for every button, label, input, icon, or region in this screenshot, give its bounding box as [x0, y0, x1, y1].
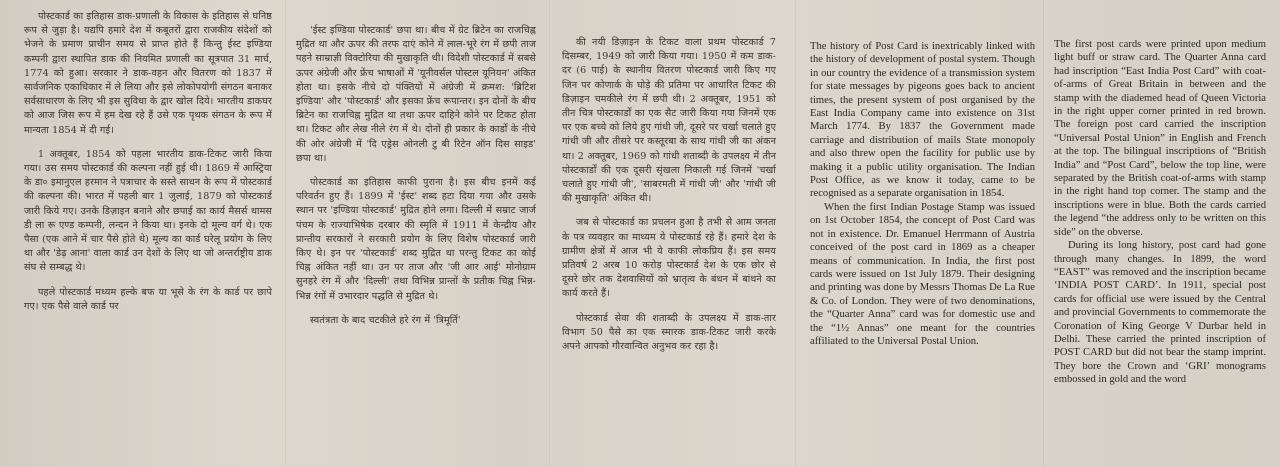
- paragraph: 'ईस्ट इण्डिया पोस्टकार्ड' छपा था। बीच में ग्रेट ब्रिटेन का राजचिह्न मुद्रित था और ऊपर की तरफ दाएं कोने में लाल-भूरे रंग में छपी ताज पहने साम्राज्ञी विक्टोरिया की मुखाकृति थी। विदेशी पोस्टकार्ड में सबसे ऊपर अंग्रेजी और फ्रेंच भाषाओं में 'यूनीवर्सल पोस्टल यूनियन' अंकित होता था। इसके नीचे दो पंक्तियों में अंग्रेजी में क्रमश: 'ब्रिटिश इण्डिया' और 'पोस्टकार्ड' और इसका फ्रेंच रूपान्तर। इन दोनों के बीच ब्रिटेन का राजचिह्न मुद्रित था तथा ऊपर दाहिने कोने पर टिकट होता था। टिकट और लेख नीले रंग में थे। दोनों ही प्रकार के कार्डों के नीचे की ओर अंग्रेजी में 'दि एड्रेस ओनली टु बी रिटेन ऑन दिस साइड' छपा था।: [296, 25, 536, 164]
- paragraph: पोस्टकार्ड का इतिहास काफी पुराना है। इस बीच इनमें कई परिवर्तन हुए हैं। 1899 में 'ईस्ट' शब्द हटा दिया गया और उसके स्थान पर 'इण्डिया पोस्टकार्ड' मुद्रित होने लगा। दिल्ली में सम्राट जार्ज पंचम के राज्याभिषेक दरबार की स्मृति में 1911 में केन्द्रीय और प्रान्तीय सरकारों ने सरकारी प्रयोग के लिए विशेष पोस्टकार्ड जारी किए थे। इन पर 'पोस्टकार्ड' शब्द मुद्रित था परन्तु टिकट का कोई चिह्न अंकित नहीं था। उन पर ताज और 'जी आर आई' मोनोग्राम सुनहरे रंग में और 'दिल्ली' तथा विभिन्न प्रान्तों के प्रतीक चिह्न भिन्न-भिन्न रंगों में उभारदार पद्धति से मुद्रित थे।: [296, 177, 536, 302]
- paragraph: पोस्टकार्ड का इतिहास डाक-प्रणाली के विकास के इतिहास से घनिष्ठ रूप से जुड़ा है। यद्यपि हमारे देश में कबूतरों द्वारा राजकीय संदेशों को भेजने के प्रमाण प्राचीन समय से प्राप्त होते हैं किन्तु ईस्ट इण्डिया कम्पनी द्वारा स्थापित डाक की नियमित प्रणाली का सूत्रपात 31 मार्च, 1774 को हुआ। सरकार ने डाक-वहन और वितरण को 1837 में सार्वजनिक एकाधिकार में ले लिया और इसे लोकोपयोगी संगठन बनाकर सर्वसाधारण के लिए भी इस सुविधा के द्वार खोल दिये। भारतीय डाकघर को आज जिस रूप में हम देख रहे हैं उसे एक पृथक संगठन के रूप में मान्यता 1854 में दी गई।: [24, 11, 272, 136]
- paragraph: The history of Post Card is inextricably linked with the history of development of postal system. Though in our country the evidence of a transmission system for state messages by pigeons goes back to ancient times, the present system of post organised by the East India Company came into existence on 31st March 1774. By 1837 the Government made carriage and distribution of mails State monopoly and also threw open the facility for public use by making it a public utility organisation. The Indian Post Office, as we know it today, came to be recognised as a separate organisation in 1854.: [810, 41, 1035, 200]
- fold-line: [549, 0, 551, 467]
- fold-line: [1043, 0, 1045, 467]
- fold-line: [285, 0, 287, 467]
- english-column-1: [810, 0, 1035, 467]
- hindi-column-3: [562, 0, 776, 467]
- paragraph: The first post cards were printed upon medium light buff or straw card. The Quarter Anna card had inscription “East India Post Card” with coat-of-arms of Great Britain in between and the stamp with the diademed head of Queen Victoria in the right upper corner printed in red brown. The foreign post card carried the inscription “Universal Postal Union” in English and French at the top. The bilingual inscriptions of “British India” and “Post Card”, below the top line, were separated by the British coat-of-arms with stamp in the right hand top corner. The stamp and the inscriptions were in blue. Both the cards carried the legend “the address only to be written on this side” on the obverse.: [1054, 39, 1266, 238]
- paragraph: की नयी डिज़ाइन के टिकट वाला प्रथम पोस्टकार्ड 7 दिसम्बर, 1949 को जारी किया गया। 1950 में कम डाक-दर (6 पाई) के स्थानीय वितरण पोस्टकार्ड जारी किए गए जिन पर कोणार्क के घोड़े की प्रतिमा पर आधारित टिकट की डिज़ाइन चमकीले रंग में छपी थी। 2 अक्तूबर, 1951 को तीन चित्र पोस्टकार्डों का एक सैट जारी किया गया जिनमें एक पर एक बच्चे को लिये हुए गांधी जी, दूसरे पर चर्खा चलाते हुए गांधी जी और तीसरे पर कस्तूरबा के साथ गांधी जी का अंकन था। 2 अक्तूबर, 1969 को गांधी शताब्दी के उपलक्ष्य में तीन पोस्टकार्डों की एक दूसरी सृंखला निकाली गई जिनमें 'चर्खा चलाते हुए गांधी जी', 'साबरमती में गांधी जी' और 'गांधी जी की मुखाकृति' अंकित थी।: [562, 37, 776, 205]
- paragraph: जब से पोस्टकार्ड का प्रचलन हुआ है तभी से आम जनता के पत्र व्यवहार का माध्यम ये पोस्टकार्ड रहे हैं। हमारे देश के ग्रामीण क्षेत्रों में आज भी ये काफी लोकप्रिय हैं। इस समय प्रतिवर्ष 2 अरब 10 करोड़ पोस्टकार्ड देश के एक छोर से दूसरे छोर तक देशवासियों को भ्रातृत्व के बंधन में बांधने का कार्य करते हैं।: [562, 217, 776, 300]
- hindi-column-1: [24, 0, 272, 467]
- english-column-2: [1054, 0, 1266, 467]
- paragraph: स्वतंत्रता के बाद चटकीले हरे रंग में 'त्रिमूर्ति': [310, 314, 461, 326]
- paragraph: During its long history, post card had gone through many changes. In 1899, the word “EAST” was removed and the inscription became ‘INDIA POST CARD’. In 1911, special post cards for official use were issued by the Central and provincial Governments to commemorate the Coronation of King George V Durbar held in Delhi. These carried the printed inscription of POST CARD but did not bear the stamp imprint. They bore the Crown and ‘GRI’ monograms embossed in gold and the word: [1054, 240, 1266, 386]
- paragraph: पहले पोस्टकार्ड मध्यम हल्के बफ या भूसे के रंग के कार्ड पर छापे गए। एक पैसे वाले कार्ड पर: [24, 286, 272, 312]
- paragraph: When the first Indian Postage Stamp was issued on 1st October 1854, the concept of Post Card was not in existence. Dr. Emanuel Herrmann of Austria conceived of the post card in 1869 as a cheaper means of communication. In India, the first post cards were issued on 1st July 1879. Their designing and printing was done by Messrs Thomas De La Rue & Co. of London. They were of two denominations, the “Quarter Anna” card was for domestic use and the “1½ Annas” one meant for the countries affiliated to the Universal Postal Union.: [810, 201, 1035, 347]
- fold-line: [795, 0, 797, 467]
- paragraph: 1 अक्तूबर, 1854 को पहला भारतीय डाक-टिकट जारी किया गया। उस समय पोस्टकार्ड की कल्पना नहीं हुई थी। 1869 में आस्ट्रिया के डा० इमानुएल हरमान ने पत्राचार के सस्ते साधन के रूप में पोस्टकार्ड की कल्पना की। भारत में पहली बार 1 जुलाई, 1879 को पोस्टकार्ड जारी किये गए। उनके डिज़ाइन बनाने और छपाई का कार्य मैसर्स थामस डी ला रू एण्ड कम्पनी, लन्दन ने किया था। इनके दो मूल्य वर्ग थे। एक पैसा (एक आने में चार पैसे होते थे) मूल्य का कार्ड घरेलू प्रयोग के लिए था और 'डेढ़ आना' वाला कार्ड उन देशों के लिए था जो अन्तर्राष्ट्रीय डाक संघ से सम्बद्ध थे।: [24, 148, 272, 274]
- paragraph: पोस्टकार्ड सेवा की शताब्दी के उपलक्ष्य में डाक-तार विभाग 50 पैसे का एक स्मारक डाक-टिकट जारी करके अपने आपको गौरवान्वित अनुभव कर रहा है।: [562, 312, 776, 353]
- hindi-column-2: [296, 0, 536, 467]
